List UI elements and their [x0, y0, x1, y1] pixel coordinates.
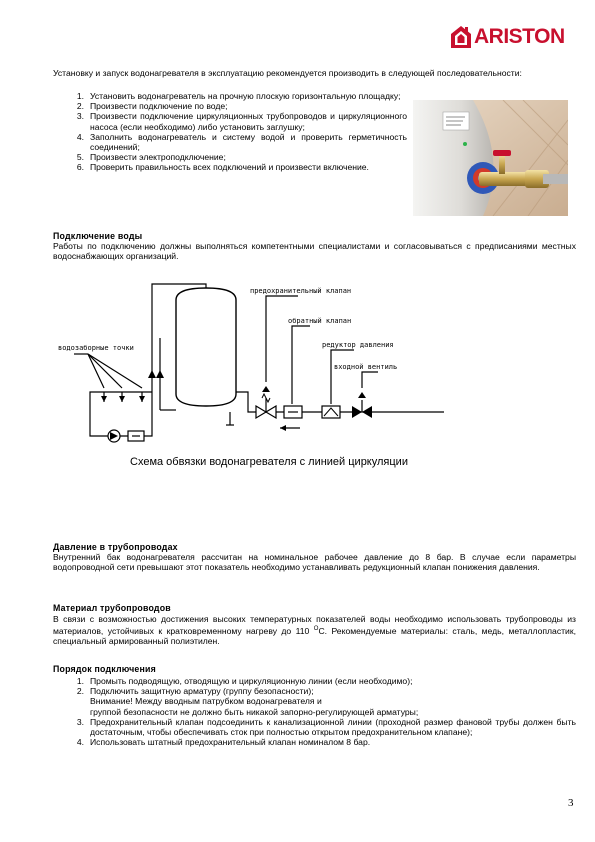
label-inlet-valve: входной вентиль — [334, 363, 398, 371]
list-item: 3. Предохранительный клапан подсоединить к канализационной линии (проходной размер фановой трубы должен быть достаточным, чтобы обеспечивать сток при полностью открытом предохранительном клапане); — [76, 716, 576, 738]
section-heading-water: Подключение воды — [53, 231, 143, 241]
water-heater-valve-photo — [413, 100, 568, 216]
list-item: 4. Заполнить водонагреватель и систему водой и проверить герметичность соединений; — [76, 131, 407, 153]
water-connection-text: Работы по подключению должны выполняться компетентными специалистами и согласовываться с предписаниями местных водоснабжающих организаций. — [53, 241, 576, 262]
pressure-text: Внутренний бак водонагревателя рассчитан на номинальное рабочее давление до 8 бар. В случае если параметры водопроводной сети превышают этот показатель необходимо устанавливать редукционный клапан понижения давления. — [53, 552, 576, 573]
list-item: 5. Произвести электроподключение; — [76, 152, 226, 163]
brand-name: ARISTON — [474, 25, 565, 48]
install-steps-list — [70, 91, 407, 173]
intro-paragraph: Установку и запуск водонагревателя в эксплуатацию рекомендуется производить в следующей последовательности: — [53, 68, 522, 78]
section-heading-order: Порядок подключения — [53, 664, 156, 674]
label-pressure-reducer: редуктор давления — [322, 341, 394, 349]
label-draw-off-points: водозаборные точки — [58, 344, 134, 352]
list-item: 2. Подключить защитную арматуру (группу безопасности); Внимание! Между вводным патрубком водонагревателя и группой безопасности не должно быть никакой запорно-регулирующей арматуры; — [76, 686, 419, 717]
tank-shape — [176, 288, 236, 406]
material-text: В связи с возможностью достижения высоких температурных показателей воды необходимо использовать трубопроводы из материалов, устойчивых к кратковременному нагреву до 110 $^О$С. Рекомендуемые материалы: сталь, медь, металлопластик, специальный армированный полиэтилен. — [53, 614, 576, 647]
list-item: 1. Промыть подводящую, отводящую и циркуляционную линии (если необходимо); — [76, 676, 413, 686]
page-number: 3 — [568, 797, 574, 809]
label-check-valve: обратный клапан — [288, 317, 352, 325]
list-item: 3. Произвести подключение циркуляционных трубопроводов и циркуляционного насоса (если необходимо) либо установить заглушку; — [76, 111, 407, 132]
section-heading-material: Материал трубопроводов — [53, 603, 171, 613]
list-item: 2. Произвести подключение по воде; — [76, 101, 228, 112]
label-safety-valve: предохранительный клапан — [250, 287, 352, 295]
piping-diagram — [52, 270, 502, 475]
house-logo-icon — [450, 25, 472, 49]
ariston-logo — [450, 22, 580, 52]
list-item: 4. Использовать штатный предохранительный клапан номиналом 8 бар. — [76, 737, 371, 748]
list-item: 6. Проверить правильность всех подключений и произвести включение. — [76, 162, 369, 173]
degree-sign: О — [313, 626, 319, 633]
list-item: 1. Установить водонагреватель на прочную плоскую горизонтальную площадку; — [76, 91, 401, 101]
connection-steps-list — [70, 676, 576, 747]
diagram-caption: Схема обвязки водонагревателя с линией циркуляции — [130, 456, 408, 468]
section-heading-pressure: Давление в трубопроводах — [53, 542, 178, 552]
